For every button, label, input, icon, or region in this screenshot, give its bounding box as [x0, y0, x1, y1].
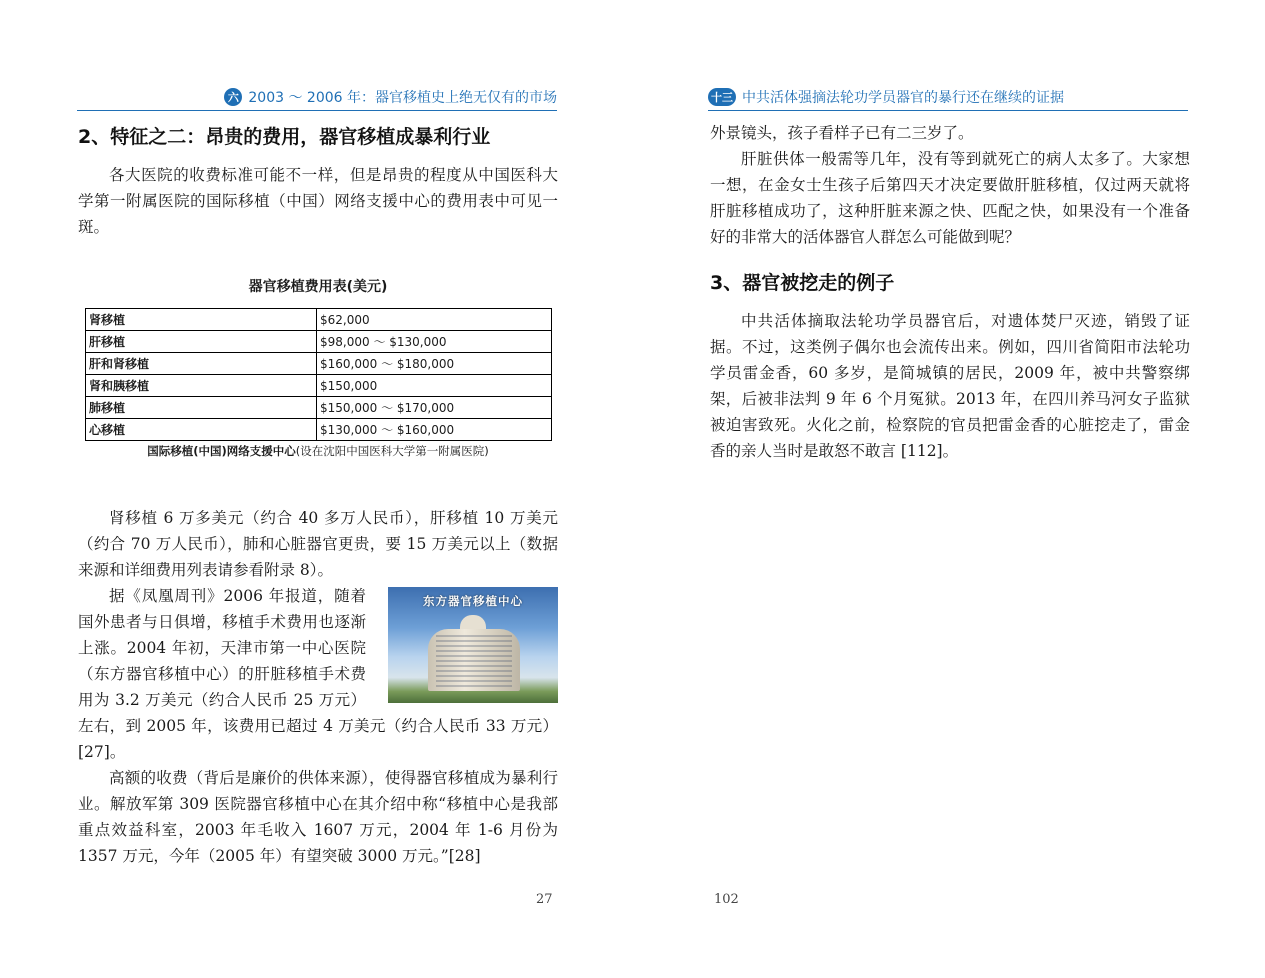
table-cell: $130,000 ～ $160,000 [317, 419, 552, 441]
table-cell: 心移植 [86, 419, 317, 441]
section-heading: 3、器官被挖走的例子 [710, 272, 895, 294]
table-cell: $98,000 ～ $130,000 [317, 331, 552, 353]
table-cell: $150,000 ～ $170,000 [317, 397, 552, 419]
table-cell: 肾移植 [86, 309, 317, 331]
table-row [86, 375, 552, 397]
table-cell: 肺移植 [86, 397, 317, 419]
table-cell: $150,000 [317, 375, 552, 397]
table-row [86, 397, 552, 419]
table-cell: $62,000 [317, 309, 552, 331]
header-rule [708, 110, 1188, 111]
right-content [710, 120, 1190, 464]
page-number: 102 [714, 892, 739, 907]
left-content [78, 120, 558, 869]
paragraph: 中共活体摘取法轮功学员器官后，对遗体焚尸灭迹，销毁了证据。不过，这类例子偶尔也会流传出来。例如，四川省简阳市法轮功学员雷金香，60 多岁，是简城镇的居民，2009 年，被中共警察绑架，后被非法判 9 年 6 个月冤狱。2013 年，在四川养马河女子监狱被迫害致死。火化之前，检察院的官员把雷金香的心脏挖走了，雷金香的亲人当时是敢怒不敢言 [112]。 [710, 312, 1190, 460]
table-caption-note: (设在沈阳中国医科大学第一附属医院) [295, 444, 489, 458]
chapter-badge: 十三 [708, 88, 736, 106]
paragraph: 各大医院的收费标准可能不一样，但是昂贵的程度从中国医科大学第一附属医院的国际移植（中国）网络支援中心的费用表中可见一斑。 [78, 166, 558, 236]
chapter-title: 中共活体强摘法轮功学员器官的暴行还在继续的证据 [742, 90, 1064, 106]
left-page [0, 0, 632, 978]
table-title: 器官移植费用表(美元) [248, 279, 388, 295]
chapter-badge: 六 [224, 88, 242, 106]
fee-table [85, 308, 552, 441]
table-row [86, 419, 552, 441]
table-cell: 肾和胰移植 [86, 375, 317, 397]
table-cell: 肝移植 [86, 331, 317, 353]
hospital-photo [388, 587, 558, 703]
paragraph: 高额的收费（背后是廉价的供体来源），使得器官移植成为暴利行业。解放军第 309 医院器官移植中心在其介绍中称“移植中心是我部重点效益科室，2003 年毛收入 1607 万元，2004 年 1-6 月份为 1357 万元，今年（2005 年）有望突破 3000 万元。”[28] [78, 769, 558, 865]
paragraph: 肝脏供体一般需等几年，没有等到就死亡的病人太多了。大家想一想，在金女士生孩子后第四天才决定要做肝脏移植，仅过两天就将肝脏移植成功了，这种肝脏来源之快、匹配之快，如果没有一个准备好的非常大的活体器官人群怎么可能做到呢？ [710, 150, 1190, 246]
page-number: 27 [536, 892, 553, 907]
table-caption-source: 国际移植(中国)网络支援中心 [147, 444, 296, 458]
running-header [224, 84, 557, 110]
table-row [86, 309, 552, 331]
building-shape [428, 629, 520, 691]
paragraph: 肾移植 6 万多美元（约合 40 多万人民币），肝移植 10 万美元（约合 70 万人民币），肺和心脏器官更贵，要 15 万美元以上（数据来源和详细费用列表请参看附录 8）。 [78, 509, 558, 579]
table-row [86, 353, 552, 375]
section-heading: 2、特征之二：昂贵的费用，器官移植成暴利行业 [78, 126, 491, 148]
table-row [86, 331, 552, 353]
chapter-title: 2003 ～ 2006 年：器官移植史上绝无仅有的市场 [248, 90, 557, 106]
table-cell: 肝和肾移植 [86, 353, 317, 375]
table-caption [78, 443, 558, 459]
paragraph: 据《凤凰周刊》2006 年报道，随着国外患者与日俱增，移植手术费用也逐渐上涨。2004 年初，天津市第一中心医院（东方器官移植中心）的肝脏移植手术费用为 3.2 万美元（约合人民币 25 万元）左右，到 2005 年，该费用已超过 4 万美元（约合人民币 33 万元）[27]。 [78, 587, 558, 761]
header-rule [77, 110, 557, 111]
running-header [708, 84, 1064, 110]
image-text-block [78, 583, 558, 765]
paragraph: 外景镜头，孩子看样子已有二三岁了。 [710, 124, 974, 142]
photo-caption: 东方器官移植中心 [423, 594, 523, 608]
right-page [632, 0, 1265, 978]
table-cell: $160,000 ～ $180,000 [317, 353, 552, 375]
